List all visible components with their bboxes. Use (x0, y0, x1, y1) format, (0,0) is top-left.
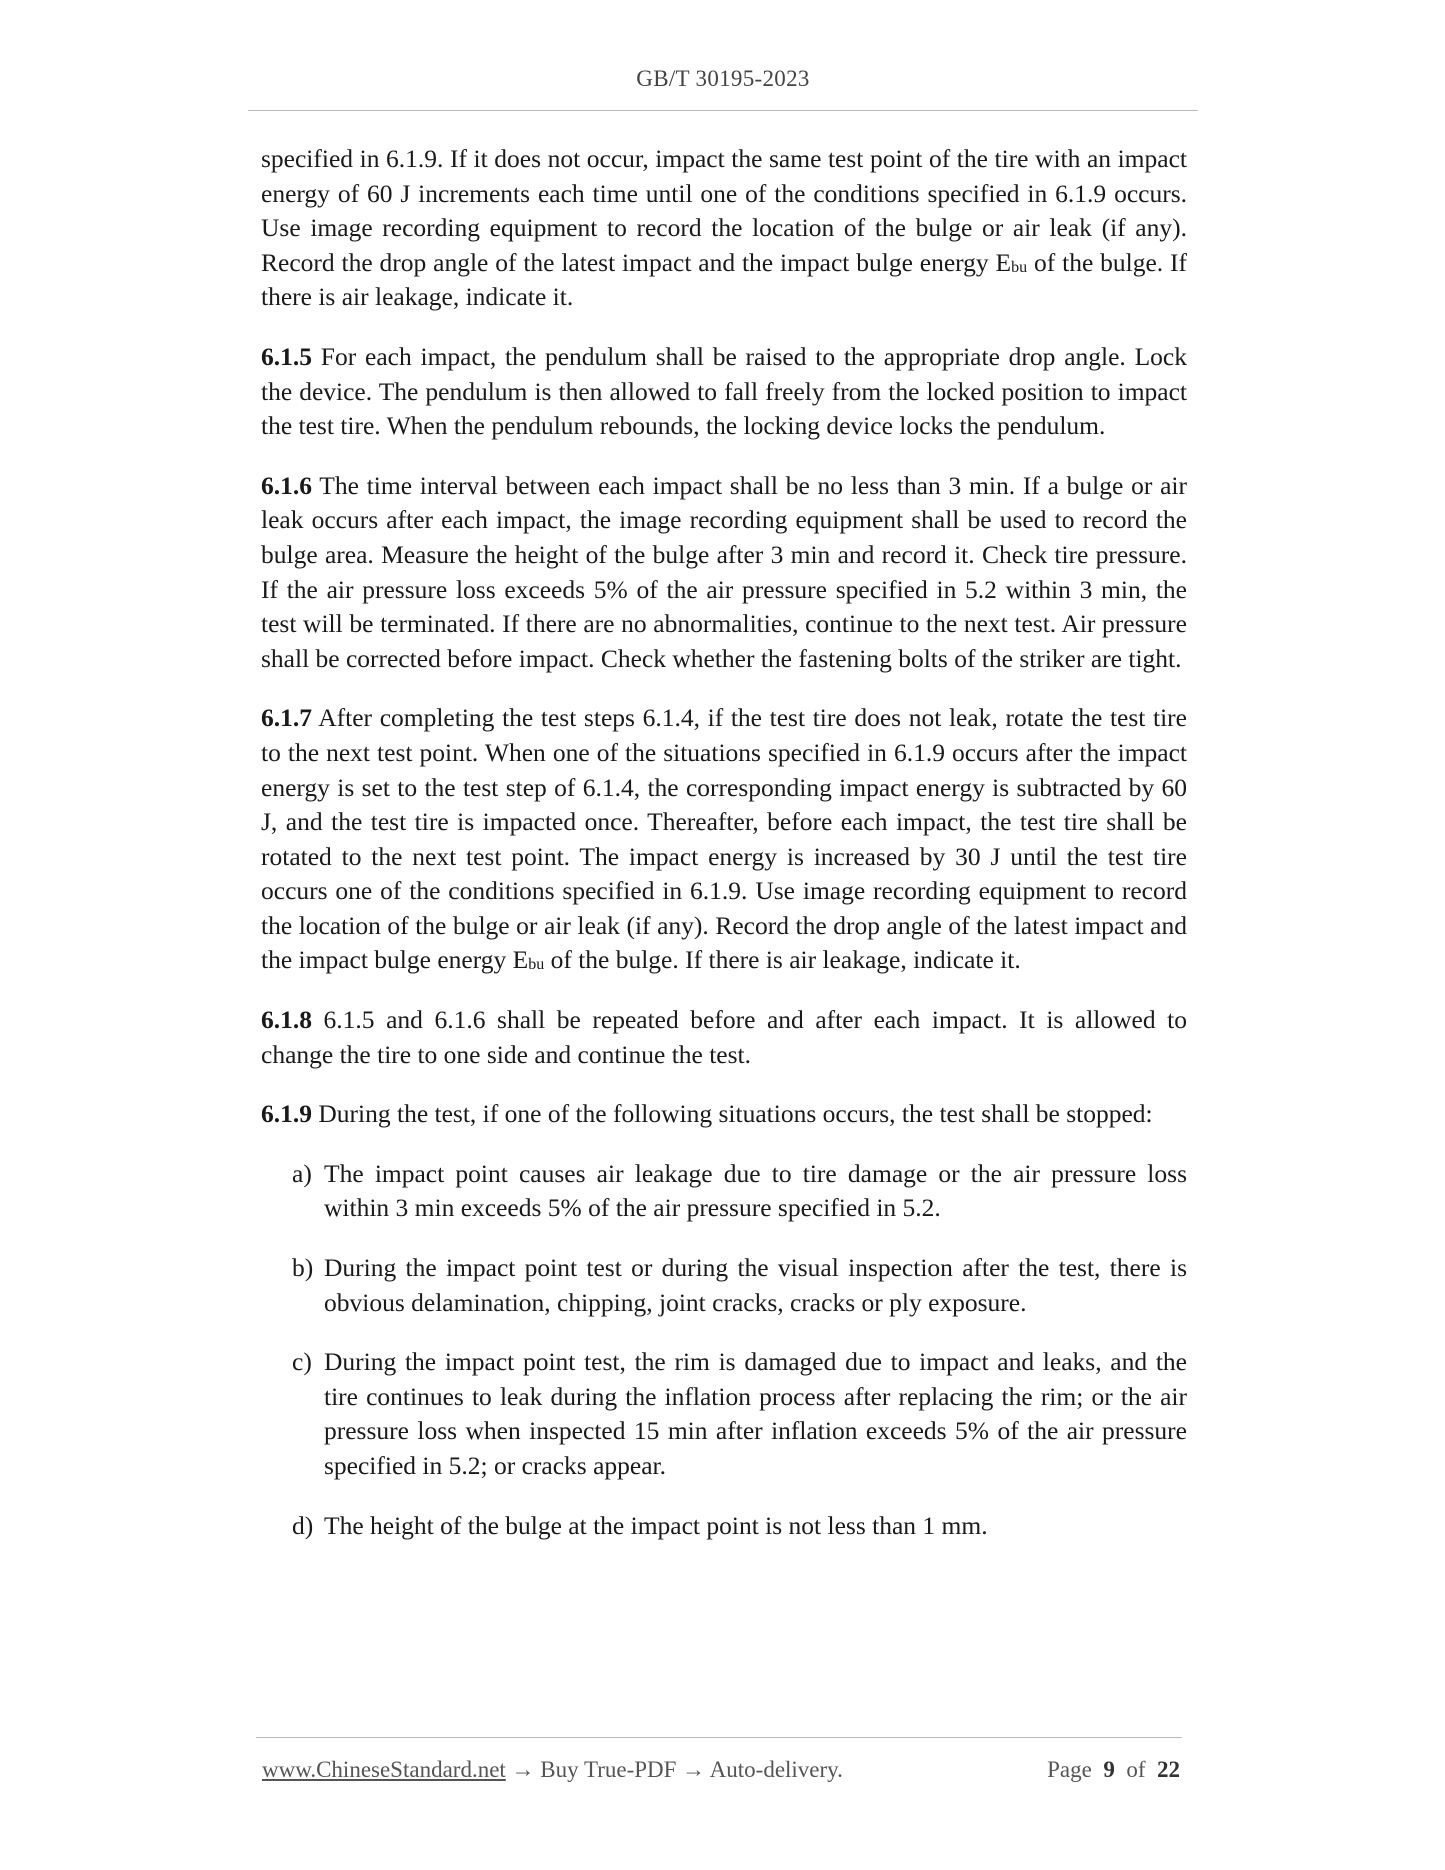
clause-text: During the test, if one of the following situations occurs, the test shall be stopped: (312, 1099, 1153, 1129)
page-indicator (1047, 1757, 1180, 1783)
clause-6-1-8 (261, 1003, 1187, 1072)
clause-number: 6.1.8 (261, 1005, 312, 1035)
clause-number: 6.1.5 (261, 341, 312, 371)
paragraph-continuation (261, 142, 1187, 315)
of-label: of (1126, 1757, 1146, 1782)
footer-tagline: → Buy True-PDF → Auto-delivery. (505, 1757, 843, 1782)
list-item-label: b) (292, 1253, 314, 1283)
clause-text: For each impact, the pendulum shall be raised to the appropriate drop angle. Lock the device. The pendulum is then allowed to fall freely from the locked position to impact the test tire. When the pendulum rebounds, the locking device locks the pendulum. (261, 341, 1187, 441)
clause-text: The time interval between each impact shall be no less than 3 min. If a bulge or air leak occurs after each impact, the image recording equipment shall be used to record the bulge area. Measure the height of the bulge after 3 min and record it. Check tire pressure. If the air pressure loss exceeds 5% of the air pressure specified in 5.2 within 3 min, the test will be terminated. If there are no abnormalities, continue to the next test. Air pressure shall be corrected before impact. Check whether the fastening bolts of the striker are tight. (261, 470, 1187, 673)
list-item (292, 1157, 1187, 1226)
clause-text: After completing the test steps 6.1.4, if the test tire does not leak, rotate the test tire to the next test point. When one of the situations specified in 6.1.9 occurs after the impact energy is set to the test step of 6.1.4, the corresponding impact energy is subtracted by 60 J, and the test tire is impacted once. Thereafter, before each impact, the test tire shall be rotated to the next test point. The impact energy is increased by 30 J until the test tire occurs one of the conditions specified in 6.1.9. Use image recording equipment to record the location of the bulge or air leak (if any). Record the drop angle of the latest impact and the impact bulge energy E (261, 703, 1187, 975)
page-total: 22 (1157, 1757, 1180, 1782)
page-label: Page (1047, 1757, 1092, 1782)
clause-6-1-9 (261, 1097, 1187, 1132)
clause-number: 6.1.6 (261, 470, 312, 500)
list-item-text: During the impact point test or during the visual inspection after the test, there is obvious delamination, chipping, joint cracks, cracks or ply exposure. (324, 1253, 1187, 1317)
list-item-text: During the impact point test, the rim is damaged due to impact and leaks, and the tire continues to leak during the inflation process after replacing the rim; or the air pressure loss when inspected 15 min after inflation exceeds 5% of the air pressure specified in 5.2; or cracks appear. (324, 1347, 1187, 1480)
page-current: 9 (1103, 1757, 1115, 1782)
clause-6-1-7 (261, 701, 1187, 978)
list-item (292, 1251, 1187, 1320)
paragraph-text: of the bulge. If there is air leakage, indicate it. (261, 247, 1188, 312)
clause-text: of the bulge. If there is air leakage, indicate it. (544, 945, 1021, 975)
paragraph-text: specified in 6.1.9. If it does not occur, impact the same test point of the tire with an impact energy of 60 J increments each time until one of the conditions specified in 6.1.9 occurs. Use image recording equipment to record the location of the bulge or air leak (if any). Record the drop angle of the latest impact and the impact bulge energy E (261, 144, 1187, 277)
website-link[interactable]: www.ChineseStandard.net (262, 1757, 506, 1782)
page-footer (262, 1757, 1180, 1783)
clause-number: 6.1.7 (261, 703, 312, 733)
list-item-label: d) (292, 1510, 314, 1540)
list-item-text: The impact point causes air leakage due to tire damage or the air pressure loss within 3 min exceeds 5% of the air pressure specified in 5.2. (324, 1158, 1187, 1223)
list-item (292, 1345, 1187, 1483)
footer-divider (256, 1737, 1182, 1738)
clause-number: 6.1.9 (261, 1099, 312, 1129)
clause-6-1-6 (261, 469, 1187, 677)
page-content (261, 142, 1187, 1568)
header-divider (248, 110, 1198, 111)
list-item-label: a) (292, 1158, 312, 1188)
subscript-bu: bu (1011, 258, 1028, 276)
clause-text: 6.1.5 and 6.1.6 shall be repeated before and after each impact. It is allowed to change the tire to one side and continue the test. (261, 1005, 1187, 1069)
clause-6-1-5 (261, 340, 1187, 444)
list-item-text: The height of the bulge at the impact point is not less than 1 mm. (324, 1510, 988, 1540)
subscript-bu: bu (528, 956, 545, 974)
document-header-title: GB/T 30195-2023 (636, 66, 810, 91)
list-item-label: c) (292, 1347, 312, 1377)
list-item (292, 1509, 1187, 1544)
